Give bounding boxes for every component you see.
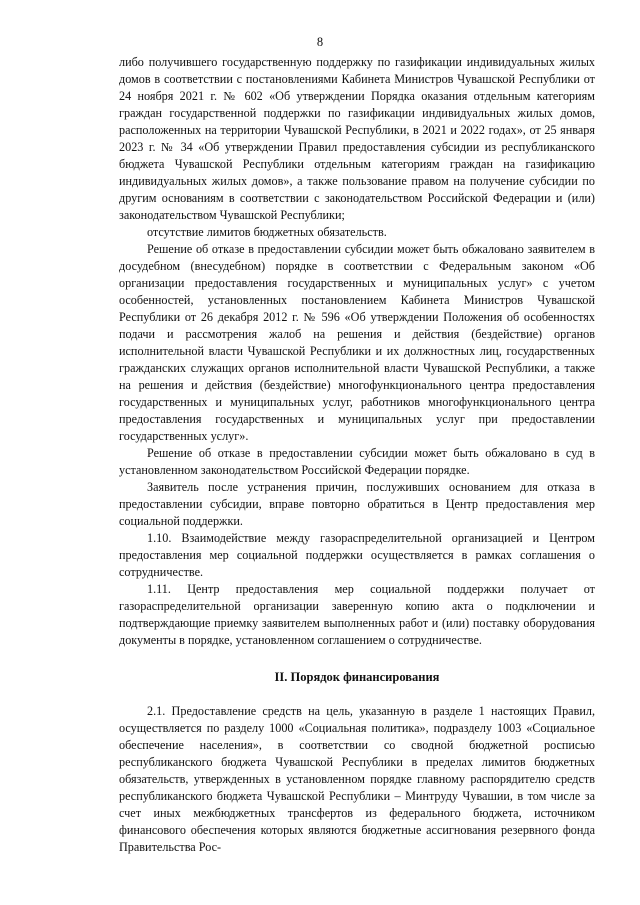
paragraph: 1.10. Взаимодействие между газораспределительной организацией и Центром предоставления мер социальной поддержки осуществляется в рамках соглашения о сотрудничестве. bbox=[119, 531, 595, 579]
paragraph: Заявитель после устранения причин, послуживших основанием для отказа в предоставлении субсидии, вправе повторно обратиться в Центр предоставления мер социальной поддержки. bbox=[119, 480, 595, 528]
paragraph: 2.1. Предоставление средств на цель, указанную в разделе 1 настоящих Правил, осуществляется по разделу 1000 «Социальная политика», подразделу 1003 «Социальное обеспечение населения», в соответствии со сводной бюджетной росписью республиканского бюджета Чувашской Республики в пределах лимитов бюджетных обязательств, утвержденных в установленном порядке главному распорядителю средств республиканского бюджета Чувашской Республики – Минтруду Чувашии, в том числе за счет иных межбюджетных трансфертов из федерального бюджета, источником финансового обеспечения которых являются бюджетные ассигнования резервного фонда Правительства Рос- bbox=[119, 704, 595, 854]
paragraph: отсутствие лимитов бюджетных обязательств. bbox=[147, 225, 387, 239]
page-number: 8 bbox=[316, 35, 324, 49]
paragraph: 1.11. Центр предоставления мер социальной поддержки получает от газораспределительной организации заверенную копию акта о подключении и подтверждающие приемку заявителем выполненных работ и (или) поставку оборудования документы в порядке, установленном соглашением о сотрудничестве. bbox=[119, 582, 595, 647]
paragraph: Решение об отказе в предоставлении субсидии может быть обжаловано в суд в установленном законодательством Российской Федерации порядке. bbox=[119, 446, 595, 477]
paragraph: Решение об отказе в предоставлении субсидии может быть обжаловано заявителем в досудебном (внесудебном) порядке в соответствии с Федеральным законом «Об организации предоставления государственных и муниципальных услуг» с учетом особенностей, установленных постановлением Кабинета Министров Чувашской Республики от 26 декабря 2012 г. № 596 «Об утверждении Положения об особенностях подачи и рассмотрения жалоб на решения и действия (бездействие) органов исполнительной власти Чувашской Республики и их должностных лиц, государственных гражданских служащих органов исполнительной власти Чувашской Республики, а также на решения и действия (бездействие) многофункционального центра предоставления государственных и муниципальных услуг, работников многофункционального центра предоставления государственных и муниципальных услуг при предоставлении государственных услуг». bbox=[119, 242, 595, 443]
document-body bbox=[119, 54, 595, 856]
paragraph: либо получившего государственную поддержку по газификации индивидуальных жилых домов в соответствии с постановлениями Кабинета Министров Чувашской Республики от 24 ноября 2021 г. № 602 «Об утверждении Порядка оказания отдельным категориям граждан государственной поддержки по газификации индивидуальных жилых домов, расположенных на территории Чувашской Республики, в 2021 и 2022 годах», от 25 января 2023 г. № 34 «Об утверждении Правил предоставления субсидии из республиканского бюджета Чувашской Республики отдельным категориям граждан на газификацию индивидуальных жилых домов», а также пользование правом на получение субсидии по другим основаниям в соответствии с законодательством Российской Федерации и (или) законодательством Чувашской Республики; bbox=[119, 55, 595, 222]
section-heading: II. Порядок финансирования bbox=[274, 670, 440, 684]
